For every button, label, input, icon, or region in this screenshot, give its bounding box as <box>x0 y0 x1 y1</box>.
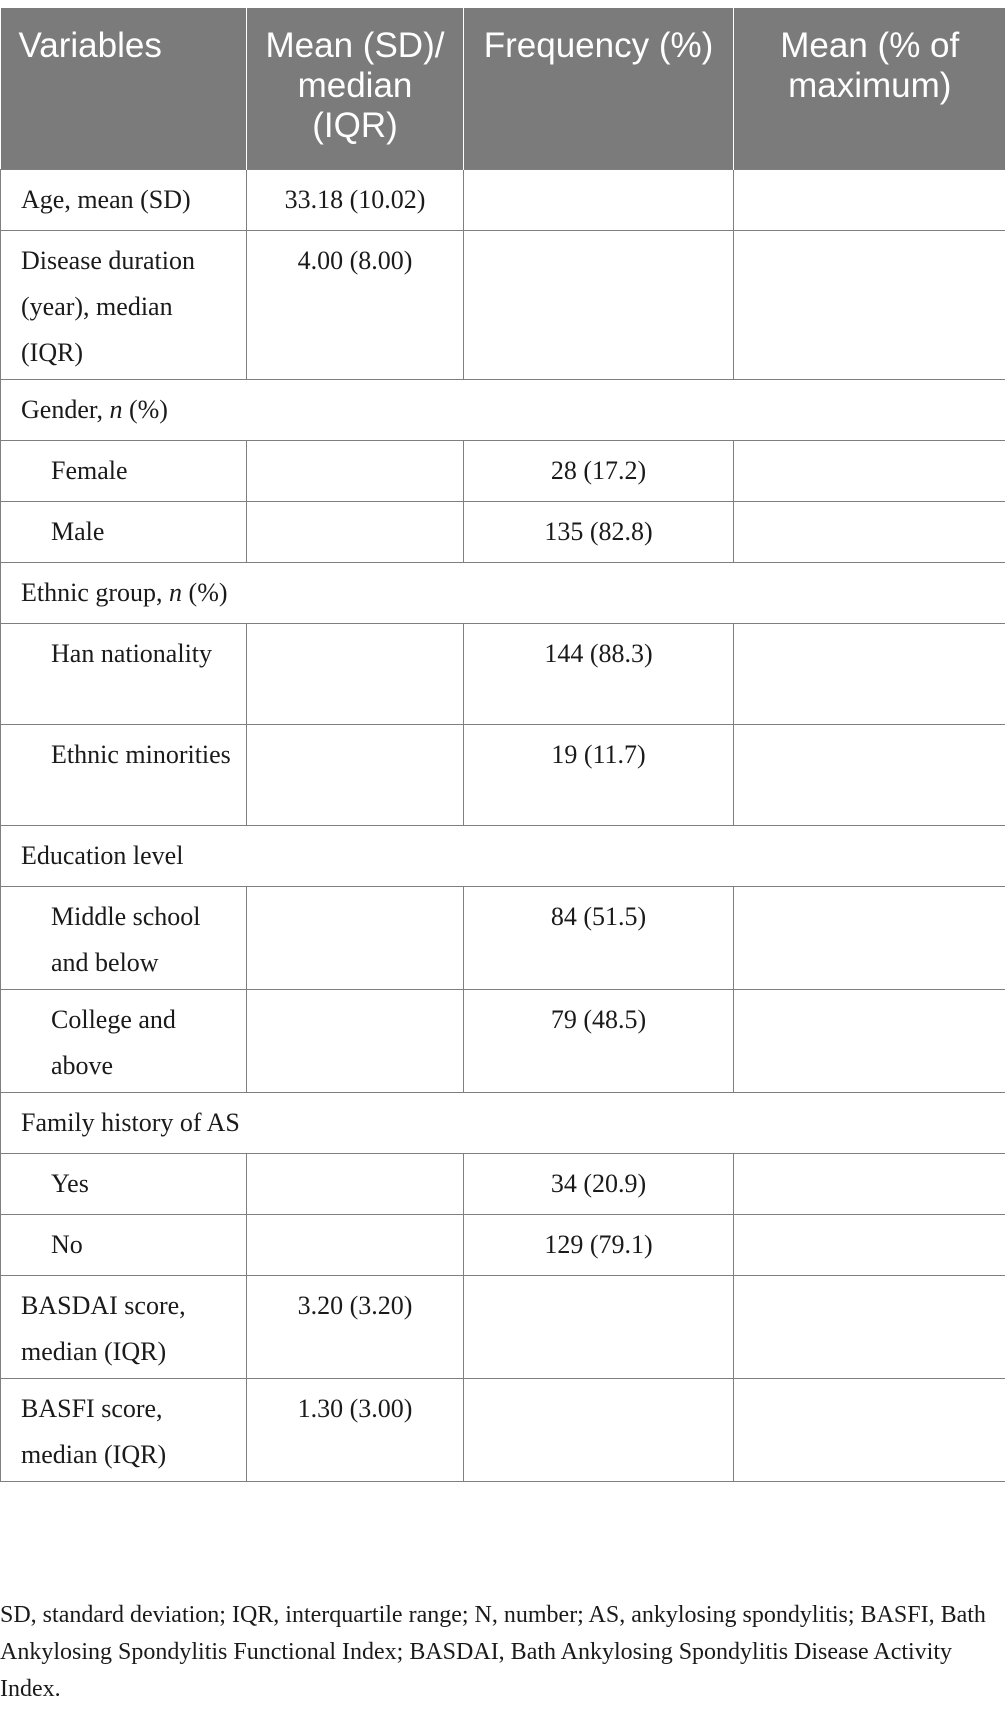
mean-cell <box>247 989 464 1092</box>
table-row <box>1 1214 1005 1275</box>
header-frequency: Frequency (%) <box>464 8 734 169</box>
frequency-cell: 135 (82.8) <box>464 501 734 562</box>
table-row <box>1 724 1005 825</box>
row-label: Male <box>1 501 247 562</box>
table-row <box>1 886 1005 989</box>
row-label: BASFI score, median (IQR) <box>1 1378 247 1481</box>
table-row <box>1 169 1005 230</box>
mean-cell <box>247 1214 464 1275</box>
table-header-row <box>1 8 1005 169</box>
row-label: Ethnic minorities <box>1 724 247 825</box>
section-suffix: (%) <box>182 577 228 607</box>
table-row <box>1 1153 1005 1214</box>
mean-cell <box>247 886 464 989</box>
frequency-cell <box>464 230 734 379</box>
mean-cell: 1.30 (3.00) <box>247 1378 464 1481</box>
table-row <box>1 989 1005 1092</box>
mean-cell: 4.00 (8.00) <box>247 230 464 379</box>
row-label: Disease duration (year), median (IQR) <box>1 230 247 379</box>
max-cell <box>734 989 1005 1092</box>
max-cell <box>734 623 1005 724</box>
max-cell <box>734 1378 1005 1481</box>
max-cell <box>734 724 1005 825</box>
section-education-level: Education level <box>1 825 1005 886</box>
header-variables: Variables <box>1 8 247 169</box>
row-label: Yes <box>1 1153 247 1214</box>
max-cell <box>734 1153 1005 1214</box>
header-mean-max: Mean (% of maximum) <box>734 8 1005 169</box>
section-gender <box>1 379 1005 440</box>
frequency-cell: 79 (48.5) <box>464 989 734 1092</box>
table-footnote: SD, standard deviation; IQR, interquartile range; N, number; AS, ankylosing spondylitis; BASFI, Bath Ankylosing Spondylitis Functional Index; BASDAI, Bath Ankylosing Spondylitis Disease Activity Index. <box>0 1602 986 1702</box>
mean-cell <box>247 1153 464 1214</box>
section-family-history: Family history of AS <box>1 1092 1005 1153</box>
section-suffix: (%) <box>122 394 168 424</box>
section-row <box>1 379 1005 440</box>
frequency-cell: 129 (79.1) <box>464 1214 734 1275</box>
mean-cell: 3.20 (3.20) <box>247 1275 464 1378</box>
section-row <box>1 825 1005 886</box>
frequency-cell <box>464 1378 734 1481</box>
table-row <box>1 1378 1005 1481</box>
section-row <box>1 562 1005 623</box>
frequency-cell <box>464 169 734 230</box>
row-label: No <box>1 1214 247 1275</box>
mean-cell <box>247 501 464 562</box>
row-label: Age, mean (SD) <box>1 169 247 230</box>
frequency-cell: 19 (11.7) <box>464 724 734 825</box>
row-label: Middle school and below <box>1 886 247 989</box>
frequency-cell: 28 (17.2) <box>464 440 734 501</box>
section-row <box>1 1092 1005 1153</box>
frequency-cell: 84 (51.5) <box>464 886 734 989</box>
frequency-cell: 144 (88.3) <box>464 623 734 724</box>
table-row <box>1 440 1005 501</box>
max-cell <box>734 169 1005 230</box>
max-cell <box>734 501 1005 562</box>
header-mean-median: Mean (SD)/ median (IQR) <box>247 8 464 169</box>
table-row <box>1 501 1005 562</box>
row-label: College and above <box>1 989 247 1092</box>
max-cell <box>734 886 1005 989</box>
mean-cell <box>247 724 464 825</box>
section-ethnic-group <box>1 562 1005 623</box>
frequency-cell: 34 (20.9) <box>464 1153 734 1214</box>
section-label: Gender, <box>21 394 110 424</box>
table-row <box>1 1275 1005 1378</box>
row-label: Female <box>1 440 247 501</box>
max-cell <box>734 440 1005 501</box>
section-label: Ethnic group, <box>21 577 170 607</box>
row-label: Han nationality <box>1 623 247 724</box>
section-italic-n: n <box>169 577 183 607</box>
section-italic-n: n <box>109 394 123 424</box>
mean-cell <box>247 623 464 724</box>
max-cell <box>734 1214 1005 1275</box>
table-row <box>1 623 1005 724</box>
mean-cell <box>247 440 464 501</box>
max-cell <box>734 230 1005 379</box>
frequency-cell <box>464 1275 734 1378</box>
mean-cell: 33.18 (10.02) <box>247 169 464 230</box>
row-label: BASDAI score, median (IQR) <box>1 1275 247 1378</box>
table-row <box>1 230 1005 379</box>
demographics-table <box>0 8 1005 1482</box>
max-cell <box>734 1275 1005 1378</box>
